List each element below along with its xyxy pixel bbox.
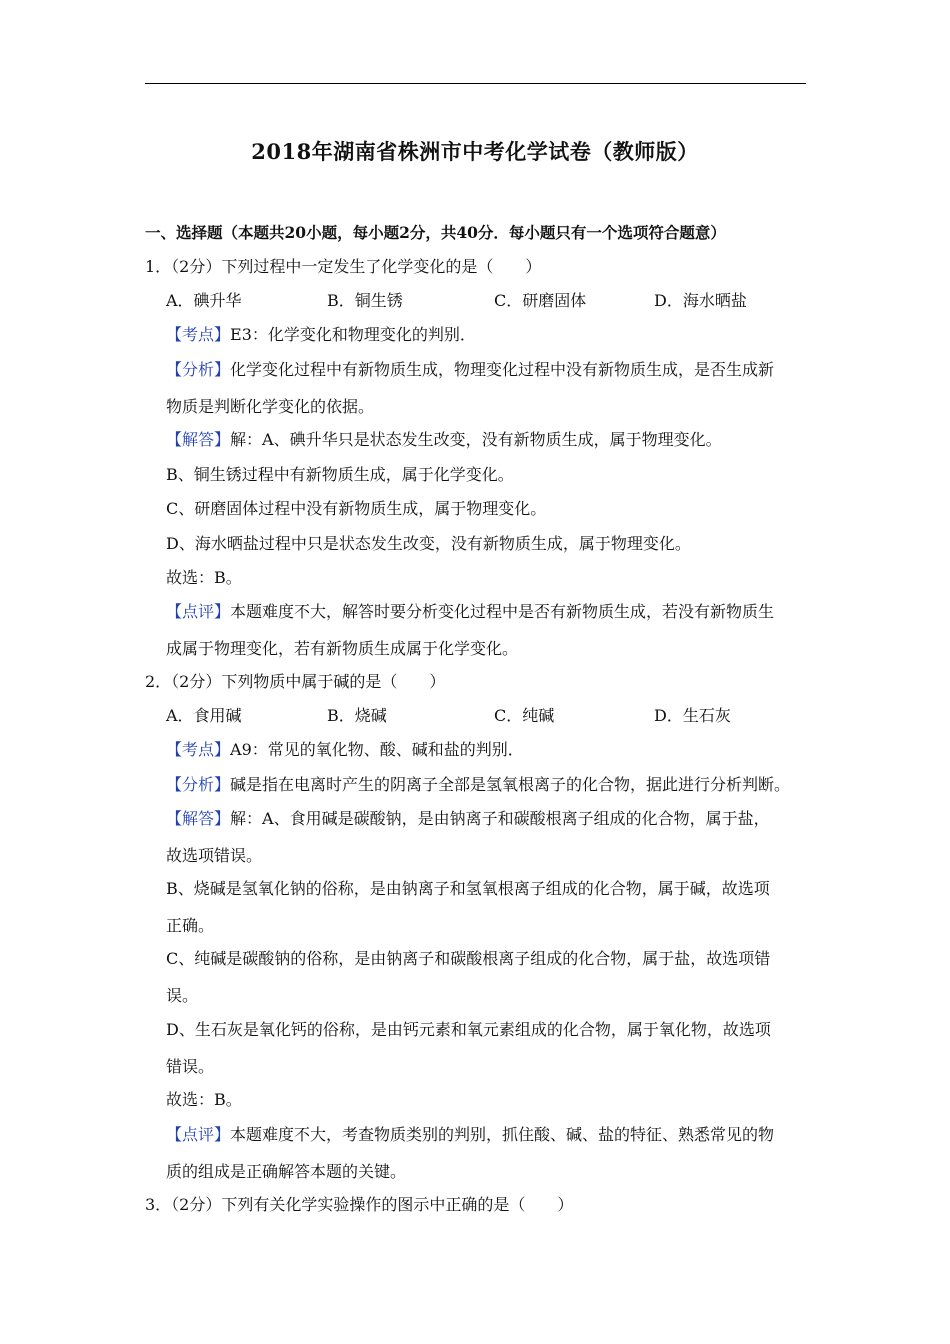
q2-answer: 故选：B。	[166, 1090, 242, 1109]
q1-fenxi-text: 化学变化过程中有新物质生成，物理变化过程中没有新物质生成，是否生成新	[230, 360, 775, 379]
q1-kaodian	[166, 324, 476, 346]
q1-jieda-text: 解：A、碘升华只是状态发生改变，没有新物质生成，属于物理变化。	[230, 430, 722, 449]
q2-option-c: C．纯碱	[494, 706, 555, 725]
q2-fenxi-text: 碱是指在电离时产生的阴离子全部是氢氧根离子的化合物，据此进行分析判断。	[230, 775, 791, 794]
q1-dianping-text: 本题难度不大，解答时要分析变化过程中是否有新物质生成，若没有新物质生	[230, 602, 775, 621]
page-title: 2018年湖南省株洲市中考化学试卷（教师版）	[251, 139, 699, 164]
q1-option-a: A．碘升华	[166, 291, 242, 310]
q2-analysis-b: B、烧碱是氢氧化钠的俗称，是由钠离子和氢氧根离子组成的化合物，属于碱，故选项	[166, 879, 770, 898]
kaodian-tag: 【考点】	[166, 325, 231, 344]
kaodian-tag: 【考点】	[166, 740, 231, 759]
q1-analysis-b: B、铜生锈过程中有新物质生成，属于化学变化。	[166, 465, 514, 484]
q1-dianping	[166, 601, 774, 623]
jieda-tag: 【解答】	[166, 430, 231, 449]
q1-dianping-cont: 成属于物理变化，若有新物质生成属于化学变化。	[166, 639, 519, 658]
question-1-stem: 1．（2分）下列过程中一定发生了化学变化的是（ ）	[145, 257, 542, 276]
q1-kaodian-text: E3：化学变化和物理变化的判别．	[230, 325, 476, 344]
q1-option-c: C．研磨固体	[494, 291, 587, 310]
fenxi-tag: 【分析】	[166, 360, 231, 379]
q2-dianping-text: 本题难度不大，考查物质类别的判别，抓住酸、碱、盐的特征、熟悉常见的物	[230, 1125, 775, 1144]
q1-fenxi	[166, 359, 774, 381]
q2-fenxi	[166, 774, 790, 796]
q1-analysis-c: C、研磨固体过程中没有新物质生成，属于物理变化。	[166, 499, 547, 518]
q2-jieda-cont: 故选项错误。	[166, 846, 263, 865]
section-heading: 一、选择题（本题共20小题，每小题2分，共40分．每小题只有一个选项符合题意）	[145, 223, 726, 242]
dianping-tag: 【点评】	[166, 602, 231, 621]
q2-option-a: A．食用碱	[166, 706, 242, 725]
q2-dianping-cont: 质的组成是正确解答本题的关键。	[166, 1162, 407, 1181]
jieda-tag: 【解答】	[166, 809, 231, 828]
q2-jieda	[166, 808, 770, 830]
q2-analysis-c: C、纯碱是碳酸钠的俗称，是由钠离子和碳酸根离子组成的化合物，属于盐，故选项错	[166, 949, 771, 968]
q2-dianping	[166, 1124, 774, 1146]
header-rule	[145, 83, 806, 84]
question-3-stem: 3．（2分）下列有关化学实验操作的图示中正确的是（ ）	[145, 1195, 574, 1214]
question-2-stem: 2．（2分）下列物质中属于碱的是（ ）	[145, 672, 446, 691]
q2-kaodian	[166, 739, 524, 761]
q2-jieda-text: 解：A、食用碱是碳酸钠，是由钠离子和碳酸根离子组成的化合物，属于盐，	[230, 809, 770, 828]
fenxi-tag: 【分析】	[166, 775, 231, 794]
q2-analysis-d: D、生石灰是氧化钙的俗称，是由钙元素和氧元素组成的化合物，属于氧化物，故选项	[166, 1020, 771, 1039]
q2-analysis-b-cont: 正确。	[166, 916, 215, 935]
q1-answer: 故选：B。	[166, 568, 242, 587]
q2-analysis-c-cont: 误。	[166, 986, 199, 1005]
q1-analysis-d: D、海水晒盐过程中只是状态发生改变，没有新物质生成，属于物理变化。	[166, 534, 691, 553]
q2-option-b: B．烧碱	[327, 706, 387, 725]
q1-fenxi-cont: 物质是判断化学变化的依据。	[166, 397, 375, 416]
q2-option-d: D．生石灰	[654, 706, 731, 725]
q1-option-d: D．海水晒盐	[654, 291, 747, 310]
q2-kaodian-text: A9：常见的氧化物、酸、碱和盐的判别．	[230, 740, 524, 759]
dianping-tag: 【点评】	[166, 1125, 231, 1144]
q1-option-b: B．铜生锈	[327, 291, 403, 310]
q2-analysis-d-cont: 错误。	[166, 1057, 215, 1076]
q1-jieda	[166, 429, 722, 451]
